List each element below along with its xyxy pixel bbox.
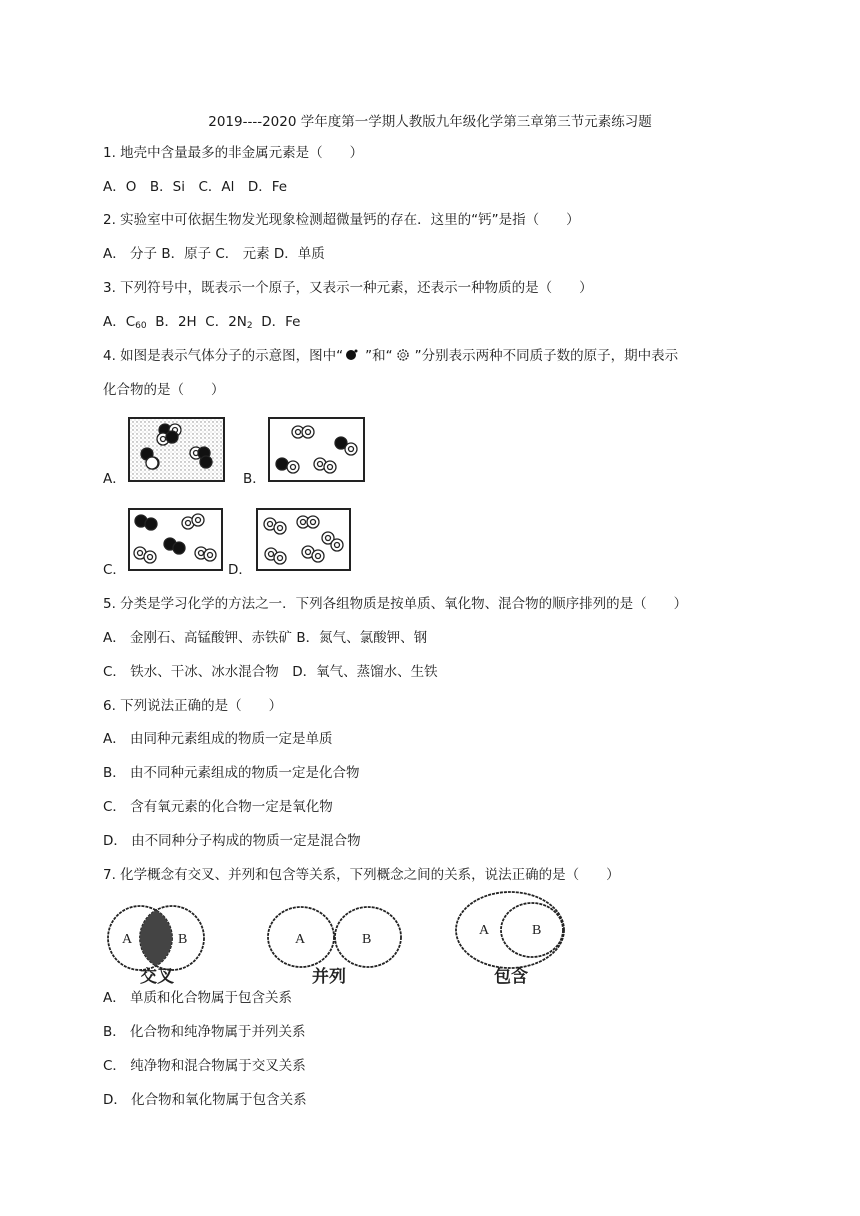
q3-opt-mid: B．2H C．2N <box>146 314 247 330</box>
q6-option-a: A． 由同种元素组成的物质一定是单质 <box>103 731 333 747</box>
q4-figure-b <box>268 417 366 483</box>
q4-figure-d <box>256 508 352 572</box>
q4-option-b-label: B． <box>243 471 266 487</box>
intersect-diagram <box>108 906 204 986</box>
q3-options <box>103 312 300 336</box>
q5-options-cd: C． 铁水、干冰、冰水混合物 D．氧气、蒸馏水、生铁 <box>103 664 438 680</box>
q6-stem: 6. 下列说法正确的是（ ） <box>103 698 283 714</box>
q4-figure-a <box>128 417 226 483</box>
page-title: 2019----2020 学年度第一学期人教版九年级化学第三章第三节元素练习题 <box>208 114 652 130</box>
contain-label-b: B <box>532 923 542 938</box>
q7-relation-diagram <box>100 890 580 986</box>
parallel-diagram <box>268 907 401 986</box>
q7-option-d: D． 化合物和氧化物属于包含关系 <box>103 1092 307 1108</box>
q3-opt-suffix: D．Fe <box>252 314 301 330</box>
q3-sub-60: 60 <box>135 321 147 331</box>
parallel-label-a: A <box>295 932 306 947</box>
q6-option-b: B． 由不同种元素组成的物质一定是化合物 <box>103 765 360 781</box>
q4-stem-part3: ”分别表示两种不同质子数的原子，期中表示 <box>414 348 679 364</box>
q4-stem-part1: 4. 如图是表示气体分子的示意图，图中“ <box>103 348 344 364</box>
q3-stem: 3. 下列符号中，既表示一个原子，又表示一种元素，还表示一种物质的是（ ） <box>103 280 593 296</box>
q1-stem: 1. 地壳中含量最多的非金属元素是（ ） <box>103 145 364 161</box>
q2-stem: 2. 实验室中可依据生物发光现象检测超微量钙的存在．这里的“钙”是指（ ） <box>103 212 580 228</box>
parallel-label-b: B <box>362 932 372 947</box>
intersect-label-a: A <box>122 932 133 947</box>
q7-option-b: B． 化合物和纯净物属于并列关系 <box>103 1024 306 1040</box>
q7-stem: 7. 化学概念有交叉、并列和包含等关系，下列概念之间的关系，说法正确的是（ ） <box>103 867 620 883</box>
q5-stem: 5. 分类是学习化学的方法之一．下列各组物质是按单质、氧化物、混合物的顺序排列的是（ ） <box>103 596 688 612</box>
q1-options: A．O B．Si C．Al D．Fe <box>103 179 288 195</box>
q4-option-c-label: C． <box>103 562 126 578</box>
q4-figure-c <box>128 508 224 572</box>
q4-option-a-label: A． <box>103 471 126 487</box>
q4-stem-part2: ”和“ <box>365 348 393 364</box>
q6-option-c: C． 含有氧元素的化合物一定是氧化物 <box>103 799 333 815</box>
q2-options: A． 分子 B．原子 C． 元素 D．单质 <box>103 246 325 262</box>
contain-diagram <box>456 892 564 986</box>
parallel-caption: 并列 <box>312 967 346 986</box>
q5-options-ab: A． 金刚石、高锰酸钾、赤铁矿 B．氮气、氯酸钾、钢 <box>103 630 428 646</box>
q3-sub-2: 2 <box>246 321 253 331</box>
black-atom-icon <box>343 347 365 363</box>
contain-caption: 包含 <box>494 967 528 986</box>
q4-stem <box>103 346 678 366</box>
q6-option-d: D． 由不同种分子构成的物质一定是混合物 <box>103 833 361 849</box>
q4-stem-line2: 化合物的是（ ） <box>103 382 225 398</box>
q7-option-c: C． 纯净物和混合物属于交叉关系 <box>103 1058 306 1074</box>
intersect-label-b: B <box>178 932 188 947</box>
intersect-caption: 交叉 <box>140 967 174 986</box>
contain-label-a: A <box>479 923 490 938</box>
q7-option-a: A． 单质和化合物属于包含关系 <box>103 990 293 1006</box>
white-atom-icon <box>393 347 415 363</box>
q3-opt-prefix: A．C <box>103 314 136 330</box>
q4-option-d-label: D． <box>228 562 252 578</box>
